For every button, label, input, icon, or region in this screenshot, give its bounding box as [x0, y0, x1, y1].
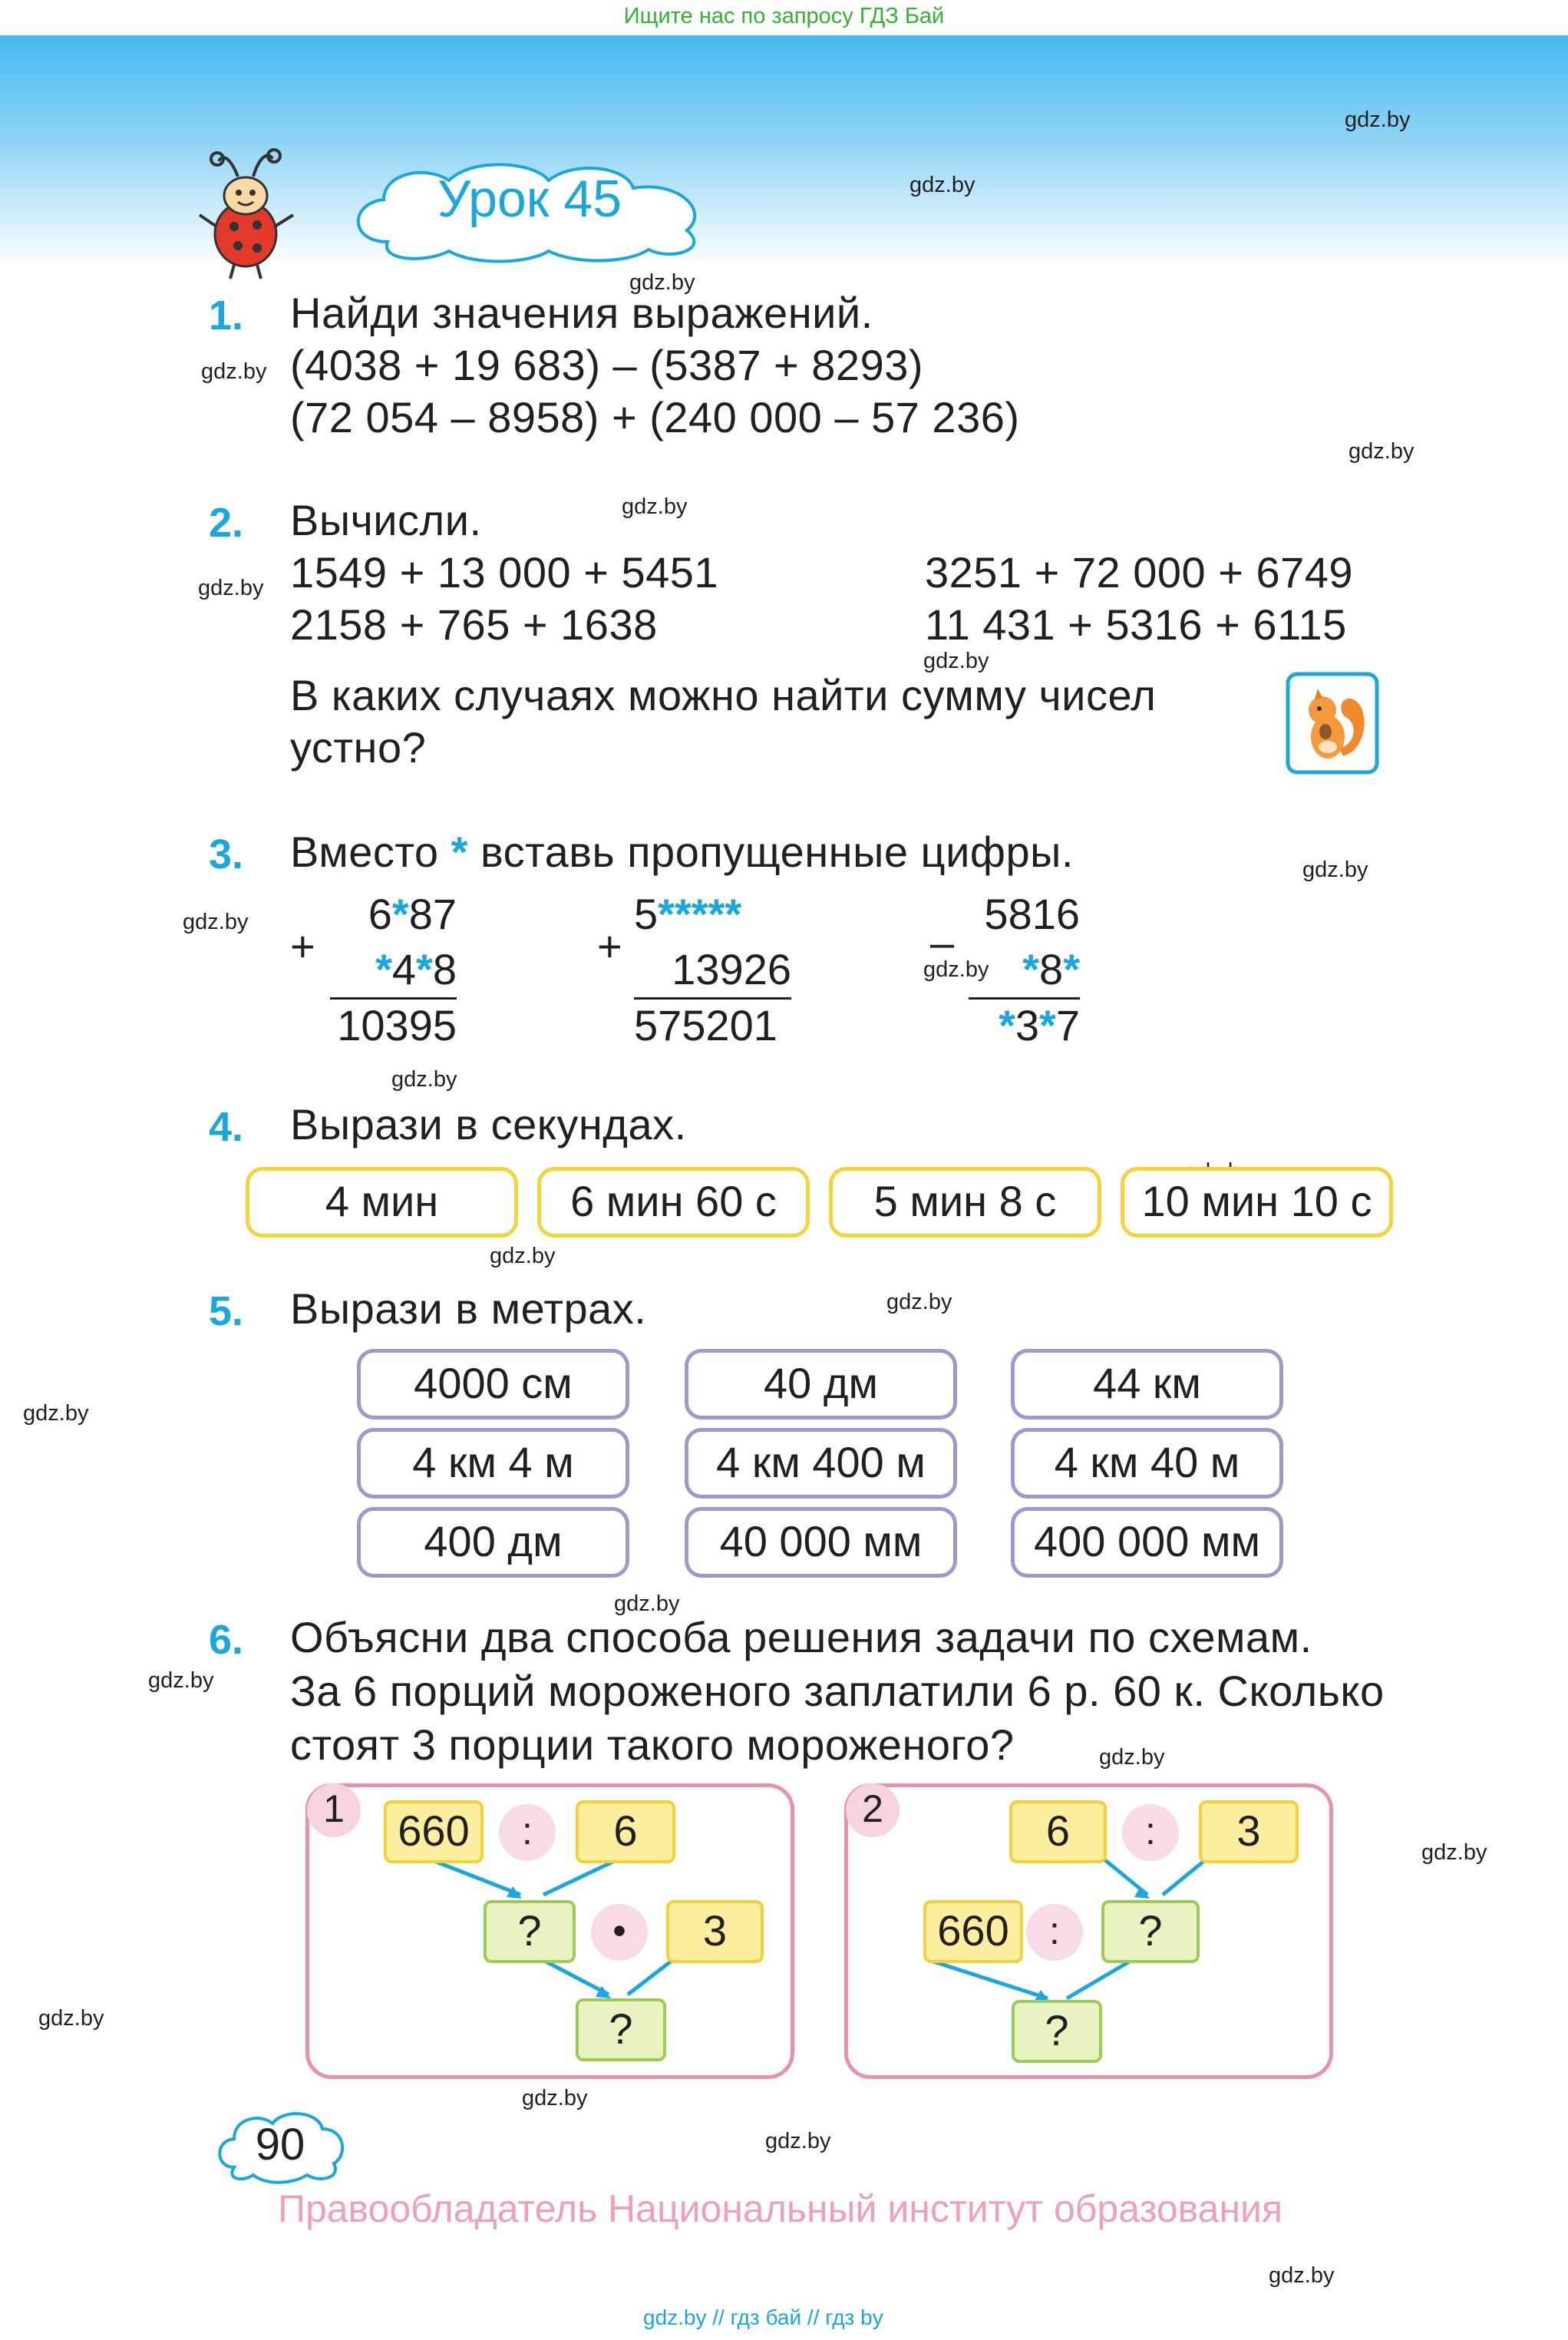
scheme-number: 1 — [307, 1783, 361, 1837]
digit: 3 — [1015, 1001, 1040, 1049]
title-part: Вместо — [290, 828, 439, 876]
length-box: 4 км 400 м — [685, 1428, 957, 1499]
scheme-number: 2 — [846, 1783, 900, 1837]
watermark: gdz.by — [522, 2086, 588, 2110]
task-number: 1. — [209, 292, 244, 339]
watermark: gdz.by — [909, 173, 975, 197]
time-box: 10 мин 10 с — [1121, 1167, 1393, 1238]
watermark: gdz.by — [886, 1290, 952, 1314]
scheme-value: 3 — [666, 1900, 764, 1963]
scheme-unknown: ? — [484, 1900, 576, 1963]
watermark: gdz.by — [765, 2129, 831, 2153]
watermark: gdz.by — [38, 2006, 104, 2031]
digit: 87 — [408, 890, 457, 938]
scheme-unknown: ? — [1101, 1900, 1200, 1963]
length-box: 40 дм — [685, 1349, 957, 1420]
task-title: Вычисли. — [290, 496, 482, 544]
scheme-value: 6 — [1009, 1800, 1107, 1863]
watermark: gdz.by — [490, 1244, 556, 1268]
task-title: Вырази в метрах. — [290, 1284, 647, 1333]
watermark: gdz.by — [1345, 107, 1411, 132]
minus-sign: – — [930, 918, 955, 967]
scheme-value: 3 — [1199, 1800, 1299, 1863]
squirrel-icon — [1286, 672, 1379, 775]
task-title — [290, 827, 1074, 877]
length-box: 4000 см — [357, 1349, 629, 1420]
asterisk-icon: * — [999, 1001, 1015, 1049]
time-box: 5 мин 8 с — [829, 1167, 1101, 1238]
asterisk-icon: * — [1022, 945, 1040, 993]
column-row — [634, 887, 787, 942]
time-box: 4 мин — [246, 1167, 518, 1238]
watermark: gdz.by — [148, 1668, 214, 1693]
operation-sign: • — [591, 1904, 648, 1961]
expression: 11 431 + 5316 + 6115 — [925, 600, 1347, 649]
digit: 8 — [1039, 945, 1064, 993]
watermark: gdz.by — [201, 359, 267, 384]
scheme-unknown: ? — [576, 1998, 666, 2061]
column-result — [969, 998, 1080, 1053]
length-box: 40 000 мм — [685, 1507, 957, 1578]
watermark: gdz.by — [198, 576, 264, 600]
task-text: За 6 порций мороженого заплатили 6 р. 60 к. Сколько — [290, 1667, 1385, 1715]
asterisk-icon: * — [451, 828, 468, 876]
watermark: gdz.by — [629, 270, 695, 295]
task-number: 4. — [209, 1104, 244, 1150]
watermark: gdz.by — [1099, 1745, 1165, 1770]
operation-sign: : — [1122, 1804, 1179, 1861]
column-row — [330, 887, 457, 942]
watermark: gdz.by — [614, 1591, 680, 1616]
watermark: gdz.by — [923, 957, 989, 982]
task-text: стоят 3 порции такого мороженого? — [290, 1720, 1015, 1769]
watermark: gdz.by — [1421, 1840, 1487, 1865]
lesson-title: Урок 45 — [437, 170, 622, 228]
column-row: 5816 — [984, 890, 1080, 938]
question-text: устно? — [290, 723, 427, 772]
column-row — [330, 942, 457, 1000]
expression: 1549 + 13 000 + 5451 — [290, 548, 719, 597]
time-box: 6 мин 60 с — [537, 1167, 810, 1238]
column-result: 575201 — [634, 1001, 777, 1049]
digit: 5 — [634, 890, 659, 938]
operation-sign: : — [1026, 1904, 1083, 1961]
watermark: gdz.by — [391, 1067, 457, 1092]
question-text: В каких случаях можно найти сумму чисел — [290, 671, 1157, 719]
digit: 6 — [368, 890, 392, 938]
plus-sign: + — [597, 922, 622, 970]
column-row — [969, 942, 1080, 1000]
length-box: 4 км 40 м — [1011, 1428, 1283, 1499]
bottom-links[interactable]: gdz.by // гдз бай // гдз by — [643, 2305, 883, 2329]
column-row: 13926 — [634, 942, 791, 1000]
operation-sign: : — [499, 1804, 556, 1861]
task-number: 2. — [209, 500, 244, 546]
watermark: gdz.by — [1348, 439, 1415, 464]
task-number: 6. — [209, 1617, 244, 1663]
digit: 7 — [1055, 1001, 1080, 1049]
asterisk-icon: * — [375, 945, 392, 993]
task-title: Найди значения выражений. — [290, 289, 873, 337]
expression: (4038 + 19 683) – (5387 + 8293) — [290, 341, 924, 389]
expression: (72 054 – 8958) + (240 000 – 57 236) — [290, 393, 1020, 441]
expression: 2158 + 765 + 1638 — [290, 600, 658, 649]
task-number: 3. — [209, 831, 244, 878]
watermark: gdz.by — [1269, 2263, 1335, 2288]
top-banner — [0, 0, 1568, 35]
column-result: 10395 — [337, 1001, 457, 1049]
task-title: Вырази в секундах. — [290, 1100, 687, 1149]
length-box: 400 дм — [357, 1507, 629, 1578]
scheme-unknown: ? — [1012, 2000, 1102, 2063]
length-box: 4 км 4 м — [357, 1428, 629, 1499]
plus-sign: + — [290, 922, 315, 970]
watermark: gdz.by — [1302, 858, 1368, 882]
length-box: 44 км — [1011, 1349, 1283, 1420]
expression: 3251 + 72 000 + 6749 — [925, 548, 1354, 597]
asterisk-icon: ***** — [658, 890, 742, 938]
digit: 4 — [391, 945, 417, 993]
ladybug-icon — [192, 142, 299, 280]
copyright: Правообладатель Национальный институт образования — [278, 2187, 1283, 2230]
watermark: gdz.by — [622, 494, 688, 519]
scheme-value: 660 — [384, 1800, 484, 1863]
asterisk-icon: * — [416, 945, 433, 993]
scheme-value: 6 — [576, 1800, 675, 1863]
title-part: вставь пропущенные цифры. — [480, 828, 1074, 876]
asterisk-icon: * — [1039, 1001, 1056, 1049]
task-number: 5. — [209, 1288, 244, 1334]
watermark: gdz.by — [923, 649, 989, 673]
digit: 8 — [432, 945, 457, 993]
top-banner-text: Ищите нас по запросу ГДЗ Бай — [623, 4, 945, 28]
watermark: gdz.by — [183, 910, 249, 934]
page-number: 90 — [255, 2120, 305, 2170]
asterisk-icon: * — [391, 890, 409, 938]
task-text: Объясни два способа решения задачи по схемам. — [290, 1613, 1312, 1661]
length-box: 400 000 мм — [1011, 1507, 1283, 1578]
asterisk-icon: * — [1063, 945, 1080, 993]
scheme-value: 660 — [923, 1900, 1023, 1963]
watermark: gdz.by — [23, 1401, 89, 1426]
